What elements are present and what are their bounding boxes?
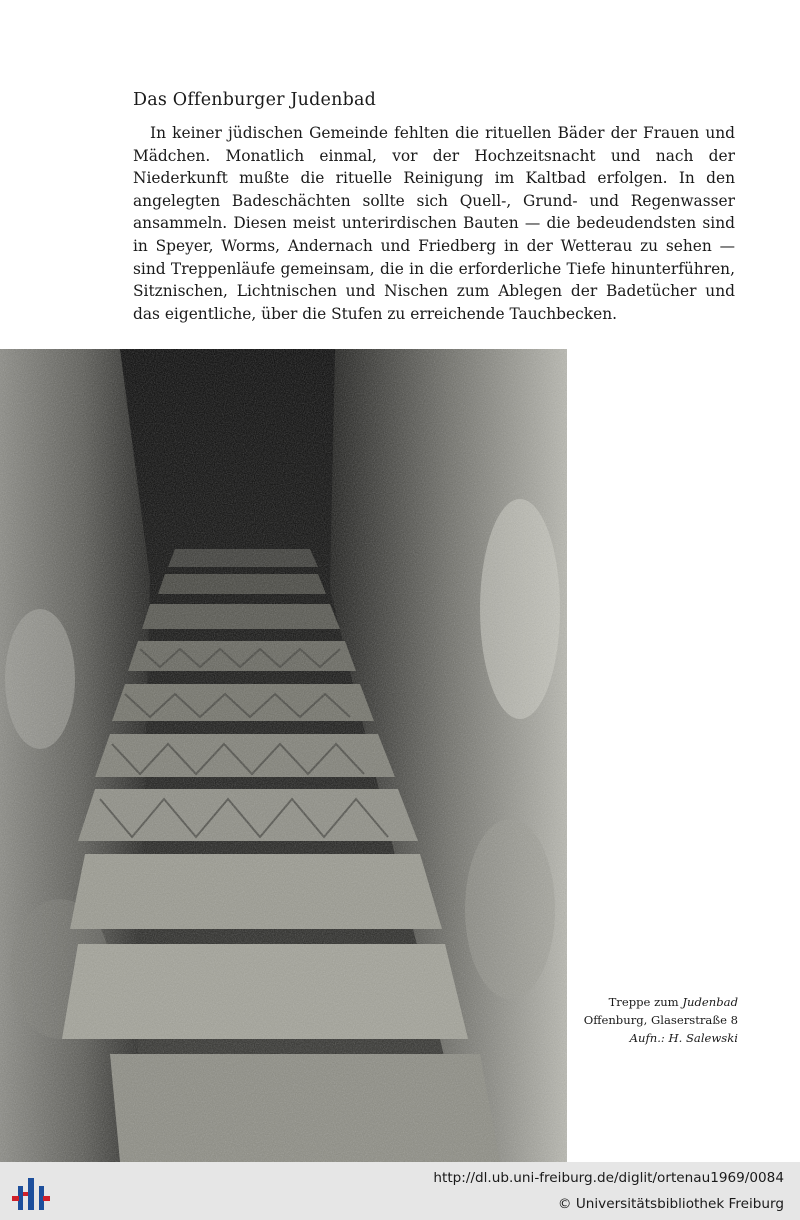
- caption-prefix: Treppe zum: [608, 995, 679, 1009]
- body-paragraph: In keiner jüdischen Gemeinde fehlten die rituellen Bäder der Frauen und Mädchen. Monatlich einmal, vor der Hochzeitsnacht und nach der Niederkunft mußte die rituelle Reinigung im Kaltbad erfolgen. In den angelegten Badeschächten sollte sich Quell-, Grund- und Regenwasser ansammeln. Diesen meist unterirdischen Bauten — die bedeudendsten sind in Speyer, Worms, Andernach und Friedberg in der Wetterau zu sehen — sind Treppenläufe gemeinsam, die in die erforderliche Tiefe hinunterführen, Sitznischen, Lichtnischen und Nischen zum Ablegen der Badetücher und das eigentliche, über die Stufen zu erreichende Tauchbecken.: [133, 124, 735, 323]
- footer-bar: [0, 1162, 800, 1220]
- caption-italic: Judenbad: [682, 995, 738, 1009]
- page-title: Das Offenburger Judenbad: [133, 90, 377, 110]
- photo-credit: Aufn.: H. Salewski: [629, 1031, 738, 1045]
- photo-caption: [584, 993, 738, 1047]
- ub-freiburg-logo-icon: [10, 1172, 52, 1214]
- staircase-photo: [0, 349, 567, 1162]
- copyright-notice: © Universitätsbibliothek Freiburg: [557, 1196, 784, 1212]
- caption-line-2: Offenburg, Glaserstraße 8: [583, 1013, 738, 1027]
- caption-line-1: [584, 993, 738, 1011]
- digital-library-link[interactable]: http://dl.ub.uni-freiburg.de/diglit/ortenau1969/0084: [433, 1170, 784, 1186]
